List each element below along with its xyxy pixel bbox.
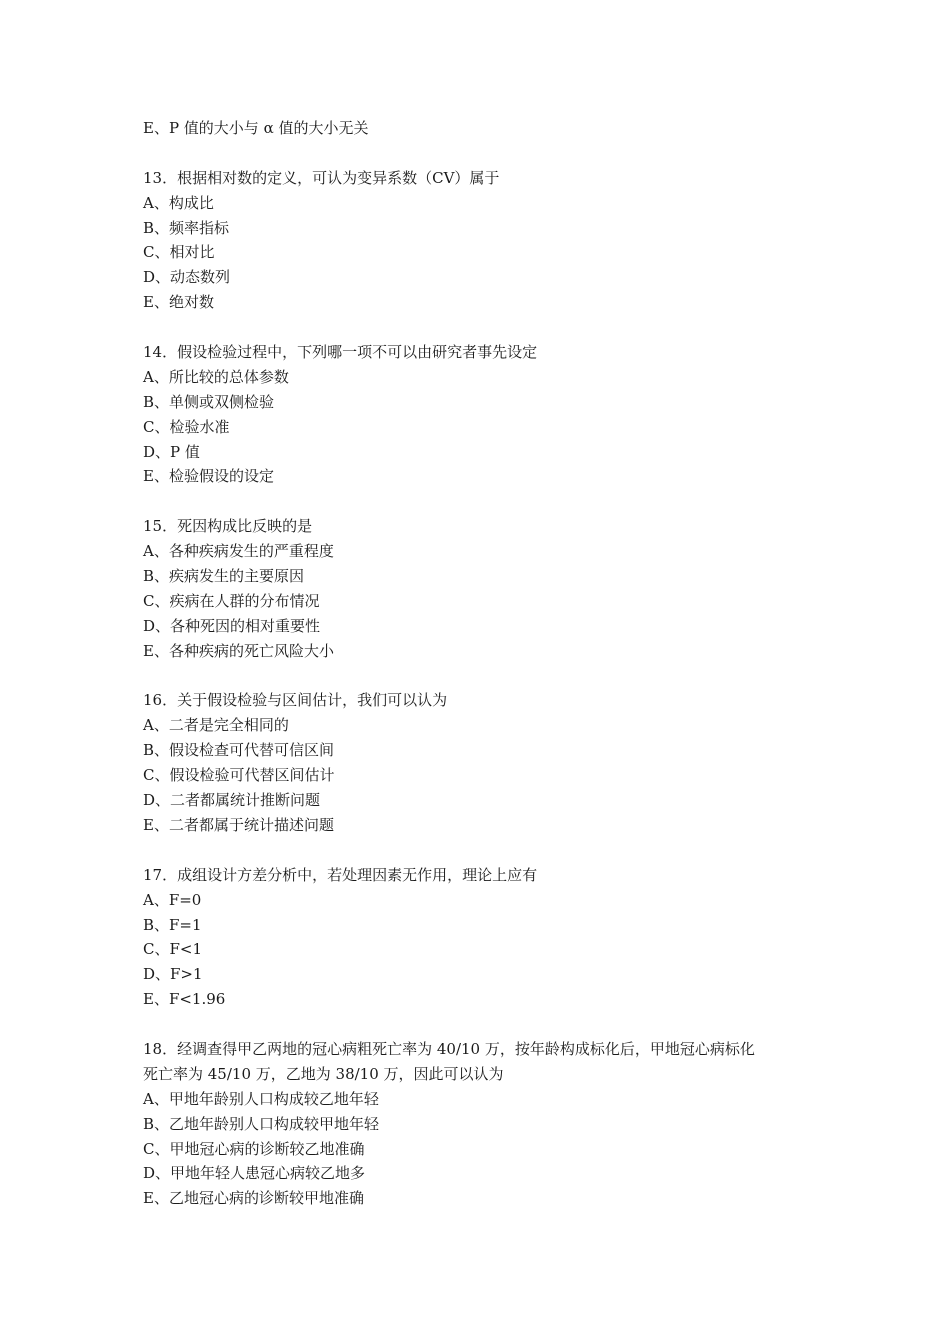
question-stem: 15．死因构成比反映的是 (143, 517, 313, 536)
option-d: D、各种死因的相对重要性 (143, 616, 321, 635)
question-stem: 14．假设检验过程中，下列哪一项不可以由研究者事先设定 (143, 343, 538, 362)
option-b: B、F=1 (143, 915, 202, 934)
question-14 (143, 340, 823, 489)
option-b: B、乙地年龄别人口构成较甲地年轻 (143, 1114, 380, 1133)
option-b: B、单侧或双侧检验 (143, 392, 275, 411)
option-e: E、绝对数 (143, 293, 214, 312)
question-15 (143, 514, 823, 663)
question-stem-line-2: 死亡率为 45/10 万，乙地为 38/10 万，因此可以认为 (143, 1064, 504, 1083)
question-17 (143, 863, 823, 1012)
question-18 (143, 1037, 823, 1211)
question-stem: 16．关于假设检验与区间估计，我们可以认为 (143, 691, 448, 710)
option-b: B、频率指标 (143, 218, 230, 237)
option-c: C、检验水准 (143, 417, 230, 436)
option-e: E、F<1.96 (143, 990, 226, 1009)
option-e: E、各种疾病的死亡风险大小 (143, 641, 334, 660)
option-a: A、构成比 (143, 193, 214, 212)
document-page (143, 116, 823, 1211)
option-d: D、动态数列 (143, 268, 231, 287)
question-13 (143, 166, 823, 315)
option-a: A、各种疾病发生的严重程度 (143, 542, 334, 561)
option-e: E、检验假设的设定 (143, 467, 274, 486)
option-c: C、甲地冠心病的诊断较乙地准确 (143, 1139, 365, 1158)
option-d: D、甲地年轻人患冠心病较乙地多 (143, 1164, 366, 1183)
option-a: A、甲地年龄别人口构成较乙地年轻 (143, 1089, 379, 1108)
question-stem: 13．根据相对数的定义，可认为变异系数（CV）属于 (143, 168, 500, 187)
option-d: D、F>1 (143, 965, 203, 984)
option-b: B、疾病发生的主要原因 (143, 567, 305, 586)
question-stem: 17．成组设计方差分析中，若处理因素无作用，理论上应有 (143, 865, 538, 884)
option-c: C、F<1 (143, 940, 202, 959)
option-e: E、乙地冠心病的诊断较甲地准确 (143, 1189, 364, 1208)
option-c: C、假设检验可代替区间估计 (143, 766, 335, 785)
question-16 (143, 688, 823, 837)
option-a: A、所比较的总体参数 (143, 367, 289, 386)
option-c: C、相对比 (143, 243, 215, 262)
option-d: D、P 值 (143, 442, 200, 461)
question-stem-line-1: 18．经调查得甲乙两地的冠心病粗死亡率为 40/10 万，按年龄构成标化后，甲地冠心病标化 (143, 1039, 755, 1058)
option-a: A、F=0 (143, 890, 202, 909)
option-c: C、疾病在人群的分布情况 (143, 591, 320, 610)
option-b: B、假设检查可代替可信区间 (143, 741, 335, 760)
option-a: A、二者是完全相同的 (143, 716, 289, 735)
option-e: E、二者都属于统计描述问题 (143, 815, 334, 834)
q12-option-e: E、P 值的大小与 α 值的大小无关 (143, 119, 369, 137)
option-d: D、二者都属统计推断问题 (143, 791, 321, 810)
